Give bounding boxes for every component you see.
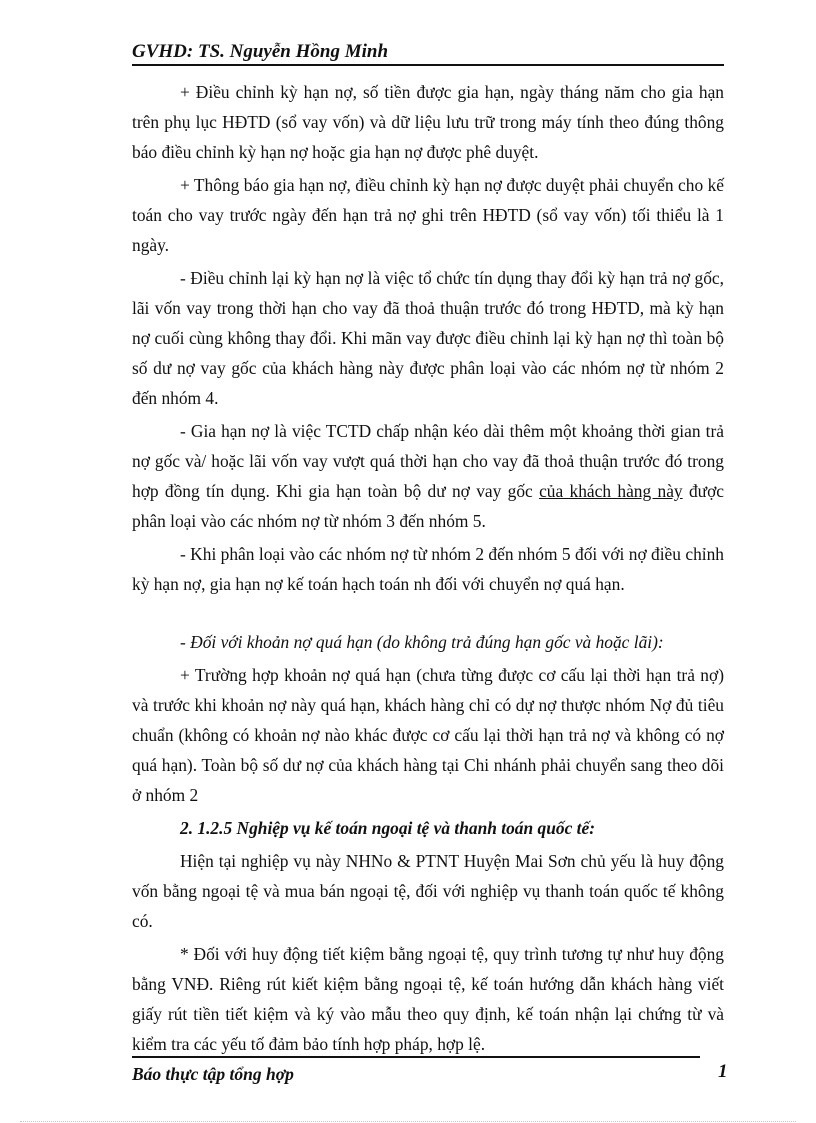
section-heading: 2. 1.2.5 Nghiệp vụ kế toán ngoại tệ và thanh toán quốc tế: <box>180 818 595 838</box>
footer-rule <box>132 1056 700 1058</box>
paragraph-savings-withdrawal: * Đối với huy động tiết kiệm bằng ngoại tệ, quy trình tương tự như huy động bằng VNĐ. Riêng rút kiết kiệm bằng ngoại tệ, kế toán hướng dẫn khách hàng viết giấy rút tiền tiết kiệm và ký vào mẫu theo quy định, kế toán nhận lại chứng từ và kiểm tra các yếu tố đảm bảo tính hợp pháp, hợp lệ. <box>132 944 724 1054</box>
paragraph-adjust-term-record: + Điều chỉnh kỳ hạn nợ, số tiền được gia hạn, ngày tháng năm cho gia hạn trên phụ lục HĐTD (sổ vay vốn) và dữ liệu lưu trữ trong máy tính theo đúng thông báo điều chỉnh kỳ hạn nợ hoặc gia hạn nợ được phê duyệt. <box>132 82 724 162</box>
paragraph-extension-notice: + Thông báo gia hạn nợ, điều chỉnh kỳ hạn nợ được duyệt phải chuyển cho kế toán cho vay trước ngày đến hạn trả nợ ghi trên HĐTD (sổ vay vốn) tối thiểu là 1 ngày. <box>132 175 724 255</box>
underlined-text: của khách hàng này <box>539 481 683 501</box>
page-edge-divider <box>20 1121 796 1122</box>
page-number: 1 <box>718 1061 728 1082</box>
paragraph-overdue-intro: - Đối với khoản nợ quá hạn (do không trả đúng hạn gốc và hoặc lãi): <box>180 632 664 652</box>
footer-title: Báo thực tập tổng hợp <box>132 1064 294 1084</box>
debt-extension-text-b: được phân loại vào các nhóm nợ từ nhóm 3 đến nhóm 5. <box>132 481 724 531</box>
paragraph-overdue-case: + Trường hợp khoản nợ quá hạn (chưa từng được cơ cấu lại thời hạn trả nợ) và trước khi khoản nợ này quá hạn, khách hàng chỉ có dự nợ thược nhóm Nợ đủ tiêu chuẩn (không có khoản nợ nào khác được cơ cấu lại thời hạn trả nợ và không có nợ quá hạn). Toàn bộ số dư nợ của khách hàng tại Chi nhánh phải chuyển sang theo dõi ở nhóm 2 <box>132 665 724 805</box>
header-rule <box>132 64 724 66</box>
paragraph-term-adjustment: - Điều chỉnh lại kỳ hạn nợ là việc tổ chức tín dụng thay đổi kỳ hạn trả nợ gốc, lãi vốn vay trong thời hạn cho vay đã thoả thuận trước đó trong HĐTD, mà kỳ hạn nợ cuối cùng không thay đổi. Khi mãn vay được điều chỉnh lại kỳ hạn nợ thì toàn bộ số dư nợ vay gốc của khách hàng này được phân loại vào các nhóm nợ từ nhóm 2 đến nhóm 4. <box>132 268 724 408</box>
document-body <box>132 77 724 1062</box>
header-title: GVHD: TS. Nguyễn Hồng Minh <box>132 41 389 62</box>
paragraph-debt-extension <box>132 416 724 536</box>
paragraph-classification-accounting: - Khi phân loại vào các nhóm nợ từ nhóm 2 đến nhóm 5 đối với nợ điều chỉnh kỳ hạn nợ, gia hạn nợ kế toán hạch toán nh đối với chuyển nợ quá hạn. <box>132 544 724 594</box>
debt-extension-text-a: - Gia hạn nợ là việc TCTD chấp nhận kéo dài thêm một khoảng thời gian trả nợ gốc và/ hoặc lãi vốn vay vượt quá thời hạn cho vay đã thoả thuận trước đó trong hợp đồng tín dụng. Khi gia hạn toàn bộ dư nợ vay gốc <box>132 421 724 501</box>
paragraph-foreign-currency: Hiện tại nghiệp vụ này NHNo & PTNT Huyện Mai Sơn chủ yếu là huy động vốn bằng ngoại tệ và mua bán ngoại tệ, đối với nghiệp vụ thanh toán quốc tế không có. <box>132 851 724 931</box>
